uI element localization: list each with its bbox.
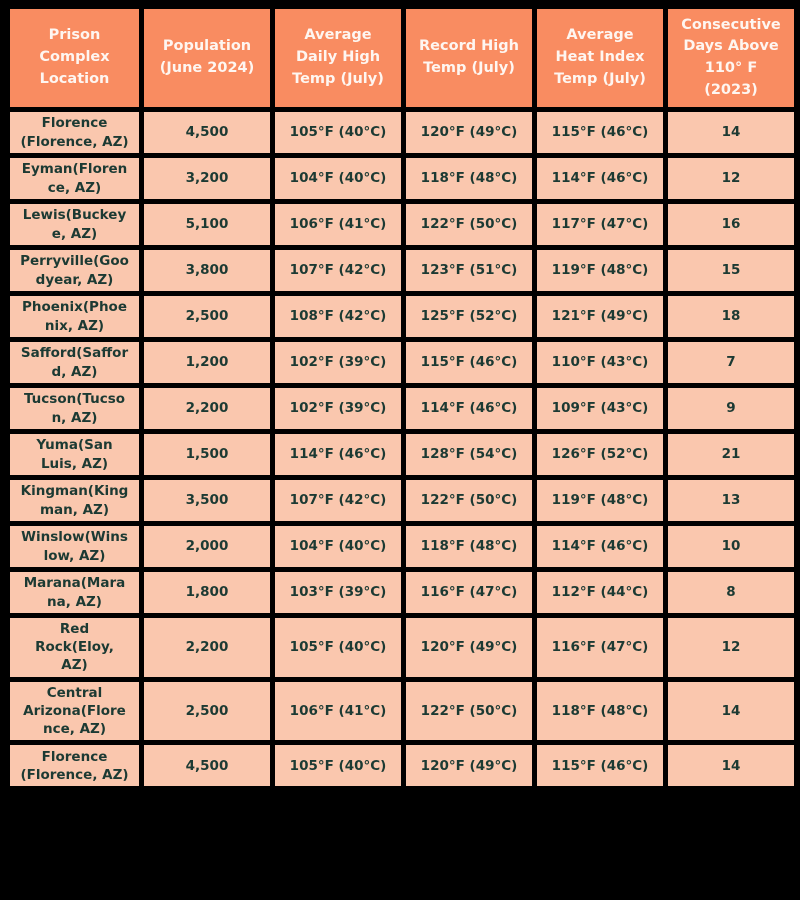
cell-record-high-temp: 128°F (54°C)	[404, 432, 535, 478]
table-row	[8, 202, 797, 248]
cell-record-high-temp: 122°F (50°C)	[404, 679, 535, 743]
table-row	[8, 743, 797, 789]
cell-location: Winslow(Winslow, AZ)	[8, 524, 142, 570]
prison-heat-table	[5, 4, 799, 791]
column-header-consecutive-days: Consecutive Days Above 110° F (2023)	[666, 7, 797, 110]
cell-population: 3,500	[142, 478, 273, 524]
cell-avg-daily-high-temp: 107°F (42°C)	[273, 478, 404, 524]
cell-population: 1,800	[142, 570, 273, 616]
column-header-avg-daily-high-temp: Average Daily High Temp (July)	[273, 7, 404, 110]
cell-avg-daily-high-temp: 104°F (40°C)	[273, 156, 404, 202]
cell-location: Kingman(Kingman, AZ)	[8, 478, 142, 524]
cell-consecutive-days-above-110f: 18	[666, 294, 797, 340]
cell-location: Central Arizona(Florence, AZ)	[8, 679, 142, 743]
cell-avg-heat-index-temp: 110°F (43°C)	[535, 340, 666, 386]
table-row	[8, 616, 797, 680]
cell-record-high-temp: 122°F (50°C)	[404, 478, 535, 524]
cell-record-high-temp: 120°F (49°C)	[404, 616, 535, 680]
cell-record-high-temp: 118°F (48°C)	[404, 524, 535, 570]
cell-avg-daily-high-temp: 103°F (39°C)	[273, 570, 404, 616]
cell-avg-daily-high-temp: 105°F (40°C)	[273, 743, 404, 789]
cell-avg-daily-high-temp: 106°F (41°C)	[273, 202, 404, 248]
cell-population: 3,800	[142, 248, 273, 294]
cell-location: Florence (Florence, AZ)	[8, 110, 142, 156]
cell-population: 2,200	[142, 386, 273, 432]
cell-avg-daily-high-temp: 106°F (41°C)	[273, 679, 404, 743]
cell-avg-daily-high-temp: 102°F (39°C)	[273, 340, 404, 386]
cell-population: 4,500	[142, 110, 273, 156]
cell-avg-heat-index-temp: 121°F (49°C)	[535, 294, 666, 340]
cell-avg-heat-index-temp: 119°F (48°C)	[535, 478, 666, 524]
table-row	[8, 679, 797, 743]
cell-population: 2,000	[142, 524, 273, 570]
cell-avg-heat-index-temp: 112°F (44°C)	[535, 570, 666, 616]
table-row	[8, 570, 797, 616]
cell-avg-daily-high-temp: 107°F (42°C)	[273, 248, 404, 294]
cell-consecutive-days-above-110f: 12	[666, 156, 797, 202]
cell-avg-daily-high-temp: 114°F (46°C)	[273, 432, 404, 478]
table-row	[8, 386, 797, 432]
cell-consecutive-days-above-110f: 9	[666, 386, 797, 432]
cell-consecutive-days-above-110f: 7	[666, 340, 797, 386]
table-row	[8, 294, 797, 340]
cell-location: Florence (Florence, AZ)	[8, 743, 142, 789]
header-row	[8, 7, 797, 110]
cell-population: 1,200	[142, 340, 273, 386]
cell-record-high-temp: 120°F (49°C)	[404, 743, 535, 789]
cell-avg-daily-high-temp: 105°F (40°C)	[273, 110, 404, 156]
table-row	[8, 248, 797, 294]
cell-location: Lewis(Buckeye, AZ)	[8, 202, 142, 248]
column-header-avg-heat-index-temp: Average Heat Index Temp (July)	[535, 7, 666, 110]
cell-avg-heat-index-temp: 119°F (48°C)	[535, 248, 666, 294]
table-body	[8, 110, 797, 789]
column-header-location: Prison Complex Location	[8, 7, 142, 110]
cell-location: Tucson(Tucson, AZ)	[8, 386, 142, 432]
cell-avg-daily-high-temp: 102°F (39°C)	[273, 386, 404, 432]
cell-avg-daily-high-temp: 104°F (40°C)	[273, 524, 404, 570]
table-row	[8, 340, 797, 386]
cell-location: Yuma(San Luis, AZ)	[8, 432, 142, 478]
cell-consecutive-days-above-110f: 14	[666, 679, 797, 743]
cell-location: Safford(Safford, AZ)	[8, 340, 142, 386]
cell-avg-heat-index-temp: 115°F (46°C)	[535, 743, 666, 789]
cell-consecutive-days-above-110f: 14	[666, 110, 797, 156]
cell-location: Eyman(Florence, AZ)	[8, 156, 142, 202]
cell-record-high-temp: 125°F (52°C)	[404, 294, 535, 340]
cell-population: 1,500	[142, 432, 273, 478]
cell-avg-daily-high-temp: 108°F (42°C)	[273, 294, 404, 340]
table-header	[8, 7, 797, 110]
cell-avg-heat-index-temp: 109°F (43°C)	[535, 386, 666, 432]
cell-avg-heat-index-temp: 114°F (46°C)	[535, 156, 666, 202]
cell-location: Red Rock(Eloy, AZ)	[8, 616, 142, 680]
cell-consecutive-days-above-110f: 14	[666, 743, 797, 789]
cell-avg-daily-high-temp: 105°F (40°C)	[273, 616, 404, 680]
table-row	[8, 110, 797, 156]
cell-avg-heat-index-temp: 126°F (52°C)	[535, 432, 666, 478]
cell-population: 2,500	[142, 679, 273, 743]
column-header-record-high-temp: Record High Temp (July)	[404, 7, 535, 110]
table-row	[8, 156, 797, 202]
cell-avg-heat-index-temp: 115°F (46°C)	[535, 110, 666, 156]
cell-avg-heat-index-temp: 117°F (47°C)	[535, 202, 666, 248]
cell-consecutive-days-above-110f: 16	[666, 202, 797, 248]
cell-consecutive-days-above-110f: 12	[666, 616, 797, 680]
cell-consecutive-days-above-110f: 15	[666, 248, 797, 294]
cell-consecutive-days-above-110f: 13	[666, 478, 797, 524]
cell-record-high-temp: 120°F (49°C)	[404, 110, 535, 156]
cell-record-high-temp: 123°F (51°C)	[404, 248, 535, 294]
cell-avg-heat-index-temp: 114°F (46°C)	[535, 524, 666, 570]
cell-location: Marana(Marana, AZ)	[8, 570, 142, 616]
cell-population: 2,200	[142, 616, 273, 680]
cell-population: 3,200	[142, 156, 273, 202]
cell-consecutive-days-above-110f: 8	[666, 570, 797, 616]
cell-location: Phoenix(Phoenix, AZ)	[8, 294, 142, 340]
cell-record-high-temp: 116°F (47°C)	[404, 570, 535, 616]
table-row	[8, 524, 797, 570]
cell-record-high-temp: 118°F (48°C)	[404, 156, 535, 202]
cell-consecutive-days-above-110f: 21	[666, 432, 797, 478]
cell-record-high-temp: 114°F (46°C)	[404, 386, 535, 432]
cell-population: 5,100	[142, 202, 273, 248]
cell-location: Perryville(Goodyear, AZ)	[8, 248, 142, 294]
cell-avg-heat-index-temp: 116°F (47°C)	[535, 616, 666, 680]
cell-consecutive-days-above-110f: 10	[666, 524, 797, 570]
table-row	[8, 432, 797, 478]
table-row	[8, 478, 797, 524]
column-header-population: Population (June 2024)	[142, 7, 273, 110]
cell-population: 4,500	[142, 743, 273, 789]
cell-population: 2,500	[142, 294, 273, 340]
cell-avg-heat-index-temp: 118°F (48°C)	[535, 679, 666, 743]
cell-record-high-temp: 115°F (46°C)	[404, 340, 535, 386]
cell-record-high-temp: 122°F (50°C)	[404, 202, 535, 248]
